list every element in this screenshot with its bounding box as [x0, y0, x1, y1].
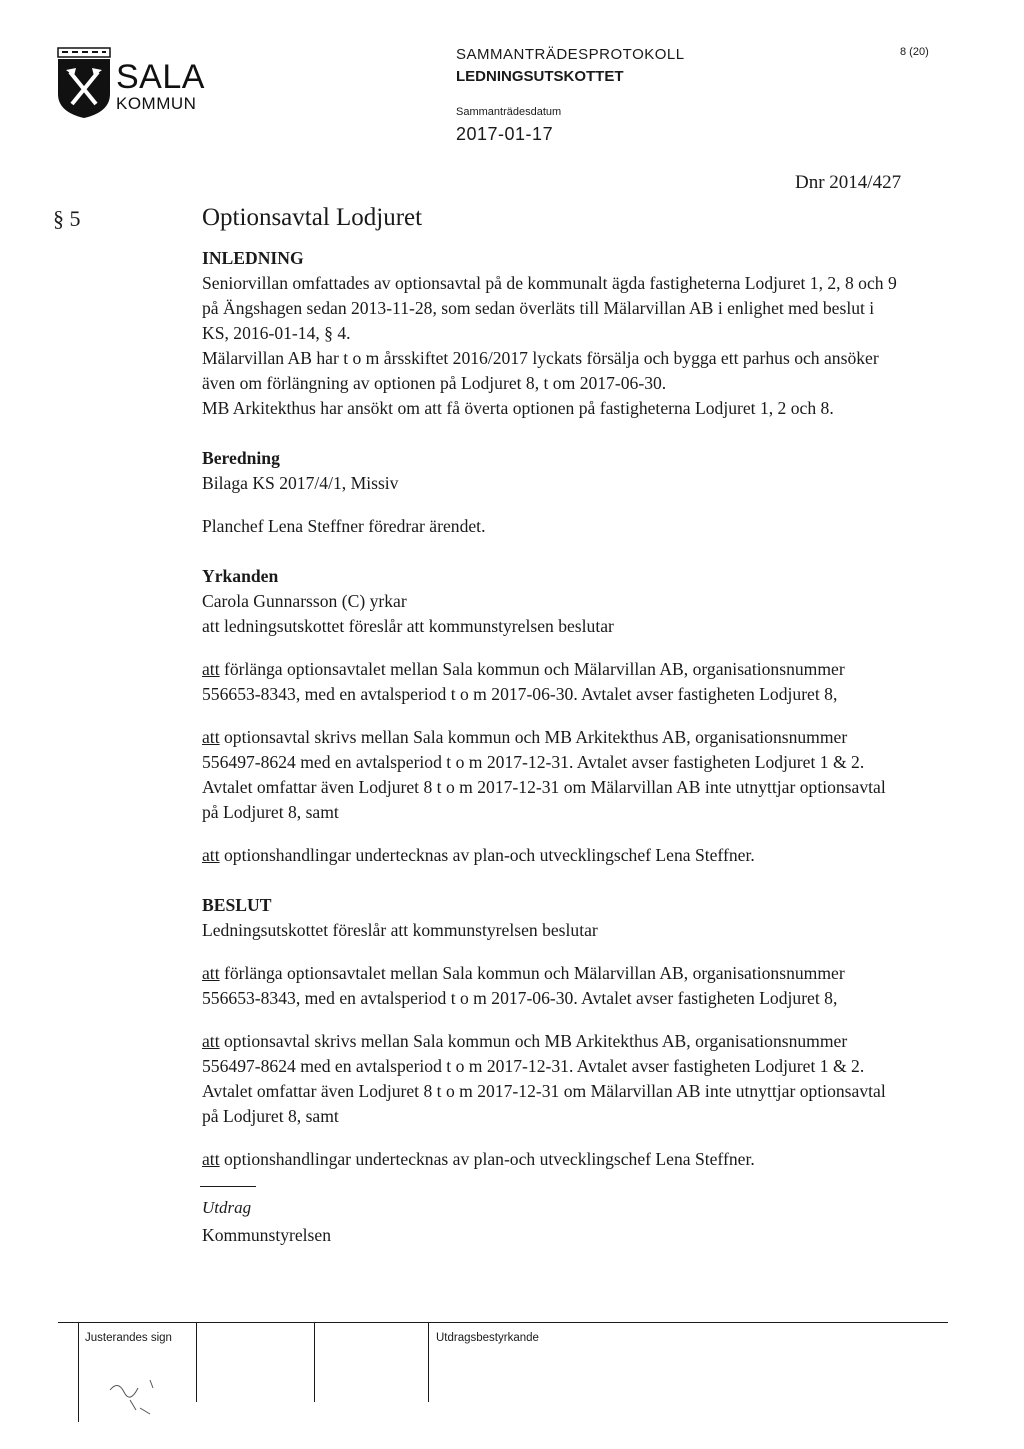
date-label: Sammanträdesdatum — [456, 106, 562, 118]
inledning-paragraph-2: Mälarvillan AB har t o m årsskiftet 2016/2017 lyckats försälja och bygga ett parhus och ansöker även om förlängning av optionen på Lodjuret 8, t om 2017-06-30. — [202, 348, 879, 393]
att-text: förlänga optionsavtalet mellan Sala kommun och Mälarvillan AB, organisationsnummer 556653-8343, med en avtalsperiod t o m 2017-06-30. Avtalet avser fastigheten Lodjuret 8, — [202, 963, 845, 1008]
protocol-body — [202, 246, 902, 1172]
att-keyword: att — [202, 963, 220, 983]
att-text: optionsavtal skrivs mellan Sala kommun och MB Arkitekthus AB, organisationsnummer 556497-8624 med en avtalsperiod t o m 2017-12-31. Avtalet avser fastigheten Lodjuret 1 & 2. Avtalet omfattar även Lodjuret 8 t o m 2017-12-31 om Mälarvillan AB inte utnyttjar optionsavtal på Lodjuret 8, samt — [202, 1031, 886, 1126]
yrkanden-heading: Yrkanden — [202, 566, 279, 586]
utdrag-recipient: Kommunstyrelsen — [202, 1225, 332, 1245]
beslut-att-3 — [202, 1147, 902, 1172]
sala-coat-of-arms-icon — [56, 46, 112, 120]
att-keyword: att — [202, 1031, 220, 1051]
footer-top-rule — [58, 1322, 948, 1323]
att-text: optionsavtal skrivs mellan Sala kommun och MB Arkitekthus AB, organisationsnummer 556497-8624 med en avtalsperiod t o m 2017-12-31. Avtalet avser fastigheten Lodjuret 1 & 2. Avtalet omfattar även Lodjuret 8 t o m 2017-12-31 om Mälarvillan AB inte utnyttjar optionsavtal på Lodjuret 8, samt — [202, 727, 886, 822]
meeting-date: 2017-01-17 — [456, 124, 554, 144]
beslut-att-2 — [202, 1029, 902, 1129]
att-keyword: att — [202, 845, 220, 865]
committee-name: LEDNINGSUTSKOTTET — [456, 68, 624, 85]
inledning-paragraph-3: MB Arkitekthus har ansökt om att få överta optionen på fastigheterna Lodjuret 1, 2 och 8. — [202, 398, 834, 418]
beredning-text: Bilaga KS 2017/4/1, Missiv — [202, 473, 399, 493]
inledning-paragraph-1: Seniorvillan omfattades av optionsavtal på de kommunalt ägda fastigheterna Lodjuret 1, 2, 8 och 9 på Ängshagen sedan 2013-11-28, som sedan överläts till Mälarvillan AB i enlighet med beslut i KS, 2016-01-14, § 4. — [202, 273, 897, 343]
att-keyword: att — [202, 1149, 220, 1169]
item-title: Optionsavtal Lodjuret — [202, 204, 423, 231]
beslut-heading: BESLUT — [202, 895, 272, 915]
utdrag-divider — [200, 1186, 256, 1187]
case-number: Dnr 2014/427 — [795, 172, 902, 193]
yrkanden-line-1: Carola Gunnarsson (C) yrkar — [202, 591, 407, 611]
att-text: optionshandlingar undertecknas av plan-och utvecklingschef Lena Steffner. — [219, 845, 755, 865]
signature-scribble-icon — [100, 1360, 180, 1420]
yrkanden-att-1 — [202, 657, 902, 707]
att-keyword: att — [202, 659, 220, 679]
footer-divider-4 — [428, 1322, 429, 1402]
page-number: 8 (20) — [900, 46, 929, 58]
att-text: förlänga optionsavtalet mellan Sala kommun och Mälarvillan AB, organisationsnummer 556653-8343, med en avtalsperiod t o m 2017-06-30. Avtalet avser fastigheten Lodjuret 8, — [202, 659, 845, 704]
beredning-heading: Beredning — [202, 448, 280, 468]
inledning-heading: INLEDNING — [202, 248, 304, 268]
document-type: SAMMANTRÄDESPROTOKOLL — [456, 46, 685, 63]
yrkanden-line-2: att ledningsutskottet föreslår att kommunstyrelsen beslutar — [202, 616, 614, 636]
beslut-att-1 — [202, 961, 902, 1011]
att-keyword: att — [202, 727, 220, 747]
utdragsbestyrkande-label: Utdragsbestyrkande — [436, 1332, 539, 1344]
yrkanden-att-3 — [202, 843, 902, 868]
beslut-line-1: Ledningsutskottet föreslår att kommunstyrelsen beslutar — [202, 920, 598, 940]
justerandes-sign-label: Justerandes sign — [85, 1332, 172, 1344]
att-text: optionshandlingar undertecknas av plan-och utvecklingschef Lena Steffner. — [219, 1149, 755, 1169]
municipality-logo — [56, 46, 256, 126]
logo-subtitle: KOMMUN — [116, 94, 197, 113]
footer-divider-2 — [196, 1322, 197, 1402]
yrkanden-att-2 — [202, 725, 902, 825]
footer-divider-3 — [314, 1322, 315, 1402]
logo-name: SALA — [116, 58, 205, 96]
utdrag-label: Utdrag — [202, 1198, 252, 1217]
footer-divider-1 — [78, 1322, 79, 1422]
paragraph-number: § 5 — [53, 206, 81, 231]
beredning-presenter: Planchef Lena Steffner föredrar ärendet. — [202, 516, 486, 536]
